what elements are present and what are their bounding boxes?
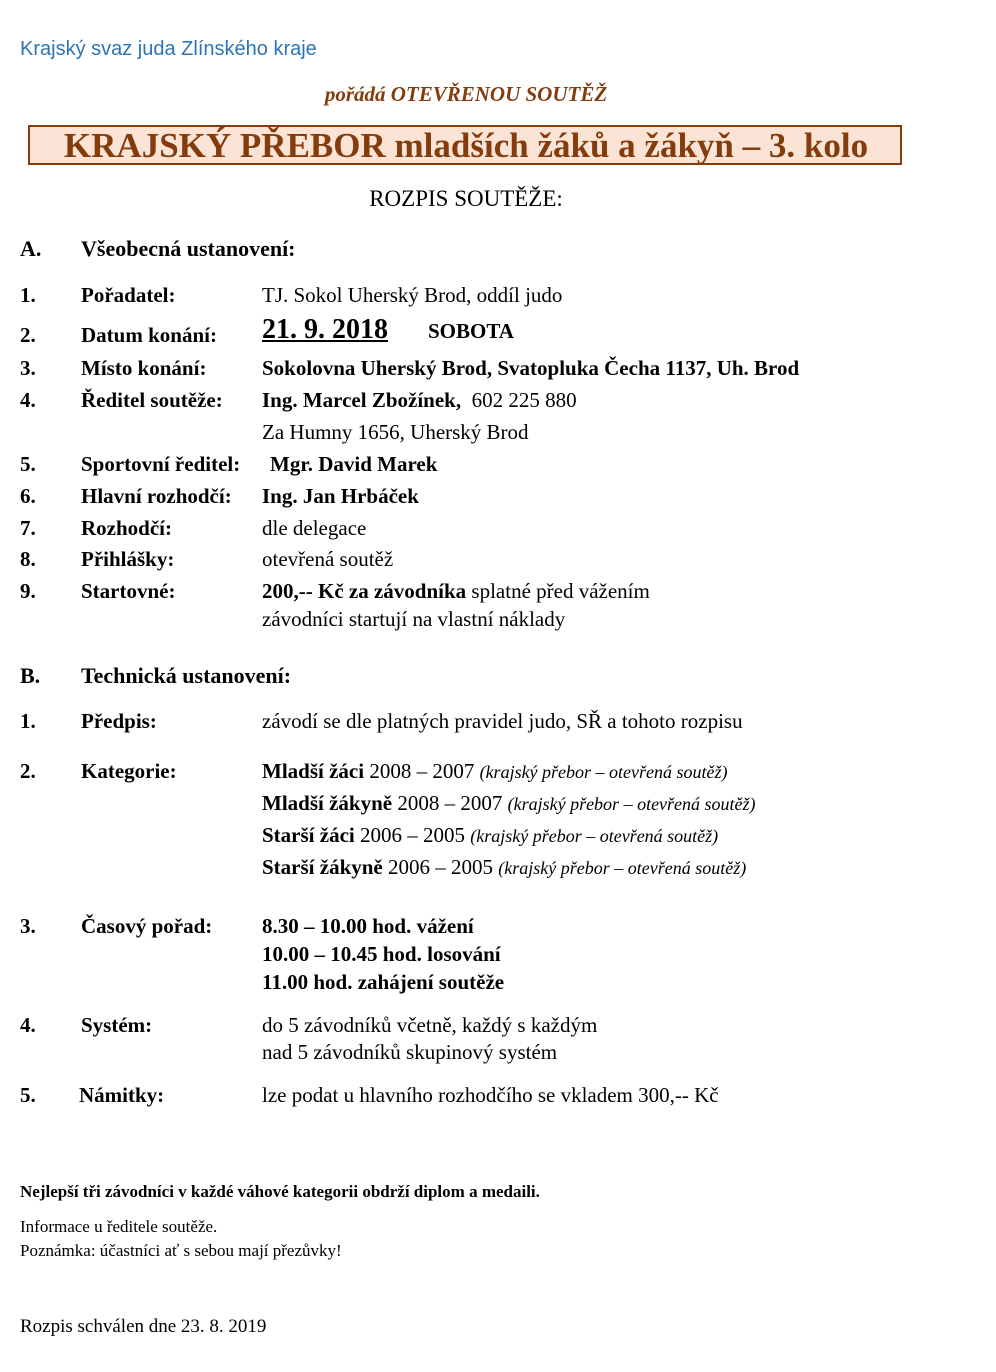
- item-number: 8.: [20, 547, 36, 571]
- item-number: 2.: [20, 323, 36, 347]
- fee-amount: 200,-- Kč za závodníka: [262, 579, 467, 603]
- venue-value: Sokolovna Uherský Brod, Svatopluka Čecha 1137, Uh. Brod: [262, 356, 800, 380]
- category-name: Mladší žáci: [262, 759, 365, 783]
- schedule-line: 8.30 – 10.00 hod. vážení: [262, 914, 474, 938]
- fee-note: splatné před vážením: [466, 579, 650, 603]
- item-value: lze podat u hlavního rozhodčího se vkladem 300,-- Kč: [262, 1083, 719, 1107]
- category-name: Starší žáci: [262, 823, 355, 847]
- item-number: 6.: [20, 484, 36, 508]
- system-line: do 5 závodníků včetně, každý s každým: [262, 1013, 598, 1037]
- document-title: KRAJSKÝ PŘEBOR mladších žáků a žákyň – 3. kolo: [63, 126, 869, 165]
- category-years: 2008 – 2007: [364, 759, 480, 783]
- item-number: 5.: [20, 1083, 36, 1107]
- item-label: Místo konání:: [81, 356, 207, 380]
- item-value: TJ. Sokol Uherský Brod, oddíl judo: [262, 283, 563, 307]
- item-label: Předpis:: [81, 709, 157, 733]
- item-value: dle delegace: [262, 516, 367, 540]
- item-number: 1.: [20, 709, 36, 733]
- category-note: (krajský přebor – otevřená soutěž): [470, 826, 719, 846]
- item-number: 7.: [20, 516, 36, 540]
- event-day: SOBOTA: [428, 319, 514, 343]
- item-label: Datum konání:: [81, 323, 217, 347]
- item-value: závodí se dle platných pravidel judo, SŘ a tohoto rozpisu: [262, 709, 743, 733]
- category-name: Starší žákyně: [262, 855, 383, 879]
- item-label: Časový pořad:: [81, 914, 213, 938]
- document-subtitle: ROZPIS SOUTĚŽE:: [369, 186, 563, 211]
- item-number: 2.: [20, 759, 36, 783]
- category-line: [262, 855, 746, 880]
- organizes-line: pořádá OTEVŘENOU SOUTĚŽ: [324, 82, 608, 106]
- category-line: [262, 791, 756, 816]
- item-number: 1.: [20, 283, 36, 307]
- fee-note-line2: závodníci startují na vlastní náklady: [262, 607, 566, 631]
- item-number: 3.: [20, 914, 36, 938]
- fee-value: [262, 579, 650, 604]
- item-number: 9.: [20, 579, 36, 603]
- item-value: Mgr. David Marek: [270, 452, 438, 476]
- item-number: 3.: [20, 356, 36, 380]
- item-label: Pořadatel:: [81, 283, 176, 307]
- category-line: [262, 823, 718, 848]
- director-value: [262, 388, 577, 413]
- section-b-heading: Technická ustanovení:: [81, 663, 292, 688]
- category-note: (krajský přebor – otevřená soutěž): [498, 858, 747, 878]
- director-address: Za Humny 1656, Uherský Brod: [262, 420, 529, 444]
- item-value: otevřená soutěž: [262, 547, 394, 571]
- schedule-line: 10.00 – 10.45 hod. losování: [262, 942, 501, 966]
- item-number: 4.: [20, 388, 36, 412]
- category-line: [262, 759, 728, 784]
- category-note: (krajský přebor – otevřená soutěž): [479, 762, 728, 782]
- event-date: 21. 9. 2018: [262, 314, 388, 345]
- organization-name: Krajský svaz juda Zlínského kraje: [20, 38, 317, 60]
- remark-note: Poznámka: účastníci ať s sebou mají přezůvky!: [20, 1241, 342, 1260]
- director-name: Ing. Marcel Zbožínek,: [262, 388, 462, 412]
- event-date-row: [262, 314, 514, 346]
- director-phone: 602 225 880: [461, 388, 577, 412]
- item-number: 5.: [20, 452, 36, 476]
- category-years: 2008 – 2007: [392, 791, 508, 815]
- item-value: Ing. Jan Hrbáček: [262, 484, 419, 508]
- item-number: 4.: [20, 1013, 36, 1037]
- info-note: Informace u ředitele soutěže.: [20, 1217, 218, 1236]
- category-years: 2006 – 2005: [382, 855, 499, 879]
- approval-note: Rozpis schválen dne 23. 8. 2019: [20, 1316, 267, 1337]
- item-label: Námitky:: [79, 1083, 165, 1107]
- item-label: Startovné:: [81, 579, 176, 603]
- item-label: Ředitel soutěže:: [81, 388, 223, 412]
- category-note: (krajský přebor – otevřená soutěž): [507, 794, 756, 814]
- section-b-letter: B.: [20, 663, 41, 688]
- schedule-line: 11.00 hod. zahájení soutěže: [262, 970, 505, 994]
- awards-note: Nejlepší tři závodníci v každé váhové kategorii obdrží diplom a medaili.: [20, 1182, 540, 1201]
- item-label: Rozhodčí:: [81, 516, 172, 540]
- item-label: Kategorie:: [81, 759, 177, 783]
- item-label: Systém:: [81, 1013, 153, 1037]
- section-a-heading: Všeobecná ustanovení:: [81, 236, 296, 261]
- system-line: nad 5 závodníků skupinový systém: [262, 1040, 558, 1064]
- category-name: Mladší žákyně: [262, 791, 393, 815]
- section-a-letter: A.: [20, 236, 42, 261]
- item-label: Sportovní ředitel:: [81, 452, 241, 476]
- category-years: 2006 – 2005: [354, 823, 471, 847]
- item-label: Přihlášky:: [81, 547, 175, 571]
- item-label: Hlavní rozhodčí:: [81, 484, 232, 508]
